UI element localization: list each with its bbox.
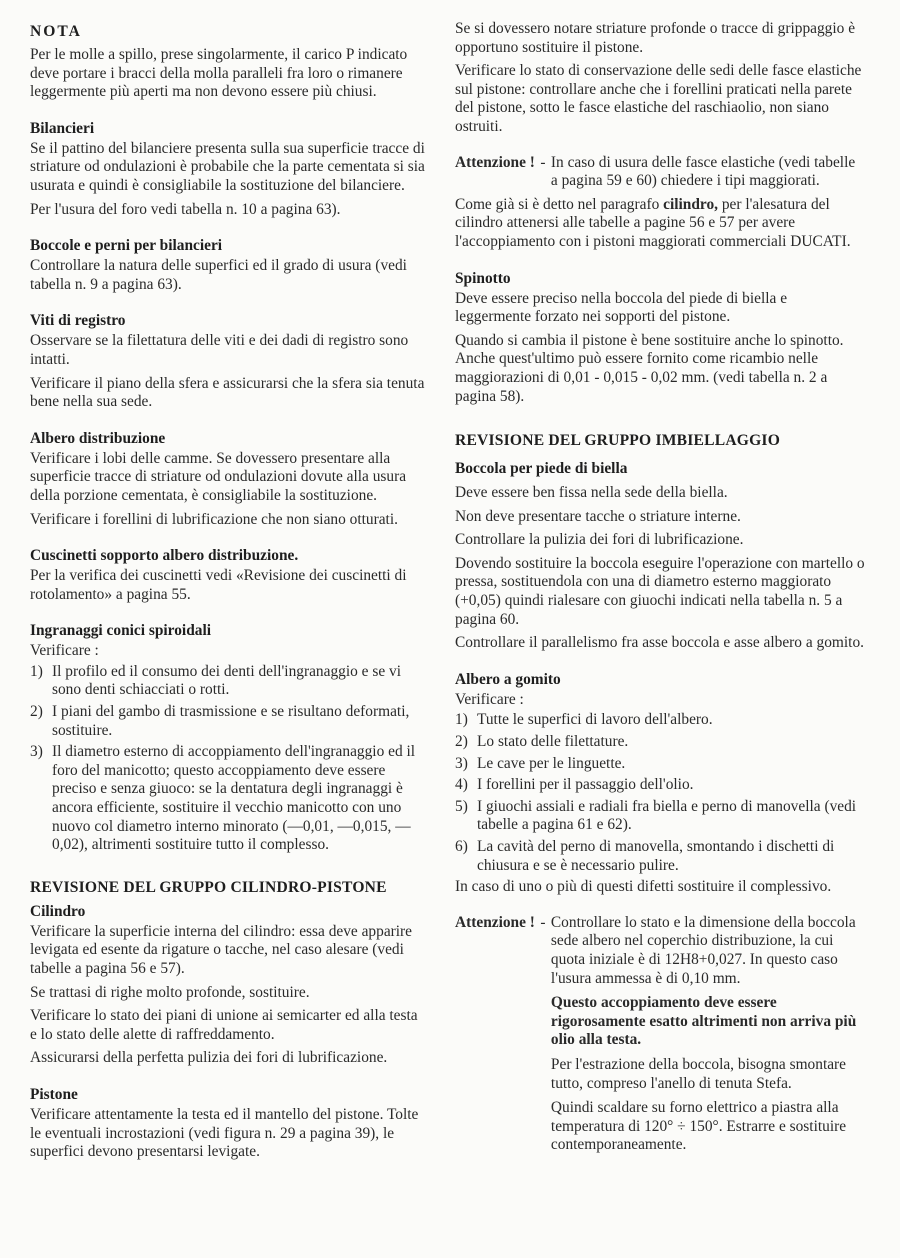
pistone-title: Pistone <box>30 1085 78 1103</box>
albero-paragraph-1: Verificare i lobi delle camme. Se dovessero presentare alla superficie tracce di striature od ondulazioni dovute alla usura della porzione cementata, è consigliabile la sostituzione. <box>30 449 407 504</box>
bilancieri-paragraph-2: Per l'usura del foro vedi tabella n. 10 a pagina 63). <box>30 200 341 218</box>
attenzione-text: In caso di usura delle fasce elastiche (vedi tabelle a pagina 59 e 60) chiedere i tipi maggiorati. <box>550 153 856 190</box>
attenzione-dash: - <box>540 913 546 931</box>
cilindro-pistone-section-title: REVISIONE DEL GRUPPO CILINDRO-PISTONE <box>30 878 387 896</box>
viti-paragraph-2: Verificare il piano della sfera e assicurarsi che la sfera sia tenuta bene nella sua sede. <box>30 374 425 411</box>
boccola-paragraph-1: Deve essere ben fissa nella sede della biella. <box>455 484 728 502</box>
pistone-paragraph-3: Verificare lo stato di conservazione delle sedi delle fasce elastiche sul pistone: controllare anche che i forellini praticati nella parete del pistone, sotto le fasce elastiche del raschiaolio, non siano ostruiti. <box>455 62 862 135</box>
bilancieri-title: Bilancieri <box>30 119 95 137</box>
cilindro-paragraph-2: Se trattasi di righe molto profonde, sostituire. <box>30 983 310 1001</box>
boccole-title: Boccole e perni per bilancieri <box>30 237 223 255</box>
cuscinetti-title: Cuscinetti sopporto albero distribuzione. <box>30 547 299 565</box>
ingranaggi-title: Ingranaggi conici spiroidali <box>30 622 212 640</box>
list-item: 3) Le cave per le linguette. <box>455 754 626 772</box>
attenzione-paragraph-3: Quindi scaldare su forno elettrico a piastra alla temperatura di 120° ÷ 150°. Estrarre e sostituire contemporaneamente. <box>550 1099 847 1154</box>
ingranaggi-intro: Verificare : <box>30 642 99 660</box>
attenzione-label: Attenzione ! <box>455 153 535 171</box>
attenzione-bold-warning: Questo accoppiamento deve essere rigorosamente esatto altrimenti non arriva più olio alla testa. <box>550 994 857 1049</box>
right-column <box>455 20 865 1166</box>
cilindro-paragraph-3: Verificare lo stato dei piani di unione ai semicarter ed alla testa e lo stato delle alette di raffreddamento. <box>30 1007 418 1043</box>
list-item: 3) Il diametro esterno di accoppiamento dell'ingranaggio ed il foro del manicotto; questo accoppiamento deve essere preciso e senza giuoco: se la dentatura degli ingranaggi è ancora efficiente, sostituire il vecchio manicotto con uno nuovo col diametro interno minorato (—0,01, —0,015, —0,02), altrimenti sostituire tutto il complesso. <box>30 743 416 854</box>
attenzione-paragraph-1: Controllare lo stato e la dimensione della boccola sede albero nel coperchio distribuzione, la cui quota iniziale è di 12H8+0,027. In questo caso l'usura ammessa è di 0,10 mm. <box>550 913 856 987</box>
left-column <box>30 22 428 1167</box>
viti-paragraph-1: Osservare se la filettatura delle viti e dei dadi di registro sono intatti. <box>30 332 409 368</box>
list-item: 1) Tutte le superfici di lavoro dell'albero. <box>455 711 713 729</box>
cuscinetti-paragraph: Per la verifica dei cuscinetti vedi «Revisione dei cuscinetti di rotolamento» a pagina 55. <box>30 567 407 603</box>
bilancieri-paragraph-1: Se il pattino del bilanciere presenta sulla sua superficie tracce di striature od ondulazioni è probabile che la parte cementata si sia usurata e quindi è consigliabile la sostituzione del bilanciere. <box>30 139 425 194</box>
spinotto-paragraph-1: Deve essere preciso nella boccola del piede di biella e leggermente forzato nei sopporti del pistone. <box>455 289 788 326</box>
spinotto-paragraph-2: Quando si cambia il pistone è bene sostituire anche lo spinotto. Anche quest'ultimo può essere fornito come ricambio nelle maggiorazioni di 0,01 - 0,015 - 0,02 mm. (vedi tabella n. 2 a pagina 58). <box>455 331 844 405</box>
albero-paragraph-2: Verificare i forellini di lubrificazione che non siano otturati. <box>30 510 398 528</box>
attenzione-note-1 <box>455 154 865 191</box>
cilindro-paragraph-1: Verificare la superficie interna del cilindro: essa deve apparire levigata ed esente da rigature o tacche, nel caso alesare (vedi tabelle a pagina 56 e 57). <box>30 922 413 977</box>
ingranaggi-list <box>30 663 428 855</box>
pistone-paragraph-2: Se si dovessero notare striature profonde o tracce di grippaggio è opportuno sostituire il pistone. <box>455 20 856 56</box>
boccole-paragraph: Controllare la natura delle superfici ed il grado di usura (vedi tabella n. 9 a pagina 63). <box>30 257 407 293</box>
cilindro-paragraph-4: Assicurarsi della perfetta pulizia dei fori di lubrificazione. <box>30 1049 388 1067</box>
list-item: 6) La cavità del perno di manovella, smontando i dischetti di chiusura e se è necessario pulire. <box>455 838 835 874</box>
attenzione-label: Attenzione ! <box>455 913 535 931</box>
albero-distribuzione-title: Albero distribuzione <box>30 429 166 447</box>
gomito-intro: Verificare : <box>455 690 524 708</box>
spinotto-title: Spinotto <box>455 269 511 287</box>
cilindro-title: Cilindro <box>30 902 86 920</box>
boccola-paragraph-5: Controllare il parallelismo fra asse boccola e asse albero a gomito. <box>455 634 864 652</box>
albero-gomito-title: Albero a gomito <box>455 670 561 688</box>
list-item: 4) I forellini per il passaggio dell'olio. <box>455 776 694 794</box>
gomito-list <box>455 711 865 875</box>
come-paragraph: Come già si è detto nel paragrafo cilindro, per l'alesatura del cilindro attenersi alle tabelle a pagine 56 e 57 per avere l'accoppiamento con i pistoni maggiorati commerciali DUCATI. <box>455 195 851 250</box>
list-item: 2) I piani del gambo di trasmissione e se risultano deformati, sostituire. <box>30 703 410 739</box>
nota-text: Per le molle a spillo, prese singolarmente, il carico P indicato deve portare i bracci della molla paralleli fra loro o rimanere leggermente più aperti ma non devono essere più chiusi. <box>30 46 408 101</box>
gomito-conclusion: In caso di uno o più di questi difetti sostituire il complessivo. <box>455 878 832 896</box>
boccola-paragraph-2: Non deve presentare tacche o striature interne. <box>455 507 741 525</box>
boccola-paragraph-3: Controllare la pulizia dei fori di lubrificazione. <box>455 531 744 549</box>
boccola-title: Boccola per piede di biella <box>455 460 628 478</box>
imbiellaggio-section-title: REVISIONE DEL GRUPPO IMBIELLAGGIO <box>455 432 781 450</box>
attenzione-note-2 <box>455 914 865 1161</box>
pistone-paragraph-1: Verificare attentamente la testa ed il mantello del pistone. Tolte le eventuali incrostazioni (vedi figura n. 29 a pagina 39), le superfici devono presentarsi levigate. <box>30 1105 419 1161</box>
list-item: 1) Il profilo ed il consumo dei denti dell'ingranaggio e se vi sono denti schiacciati o rotti. <box>30 662 401 699</box>
attenzione-paragraph-2: Per l'estrazione della boccola, bisogna smontare tutto, compreso l'anello di tenuta Stefa. <box>550 1055 847 1092</box>
attenzione-dash: - <box>540 153 546 171</box>
list-item: 2) Lo stato delle filettature. <box>455 733 629 751</box>
viti-title: Viti di registro <box>30 312 126 330</box>
nota-title: NOTA <box>30 23 82 40</box>
boccola-paragraph-4: Dovendo sostituire la boccola eseguire l'operazione con martello o pressa, sostituendola con una di diametro esterno maggiorato (+0,05) quindi rialesare con giuochi indicati nella tabella n. 5 a pagina 60. <box>455 554 865 628</box>
list-item: 5) I giuochi assiali e radiali fra biella e perno di manovella (vedi tabelle a pagina 61 e 62). <box>455 797 857 834</box>
attenzione-body <box>551 914 865 1161</box>
